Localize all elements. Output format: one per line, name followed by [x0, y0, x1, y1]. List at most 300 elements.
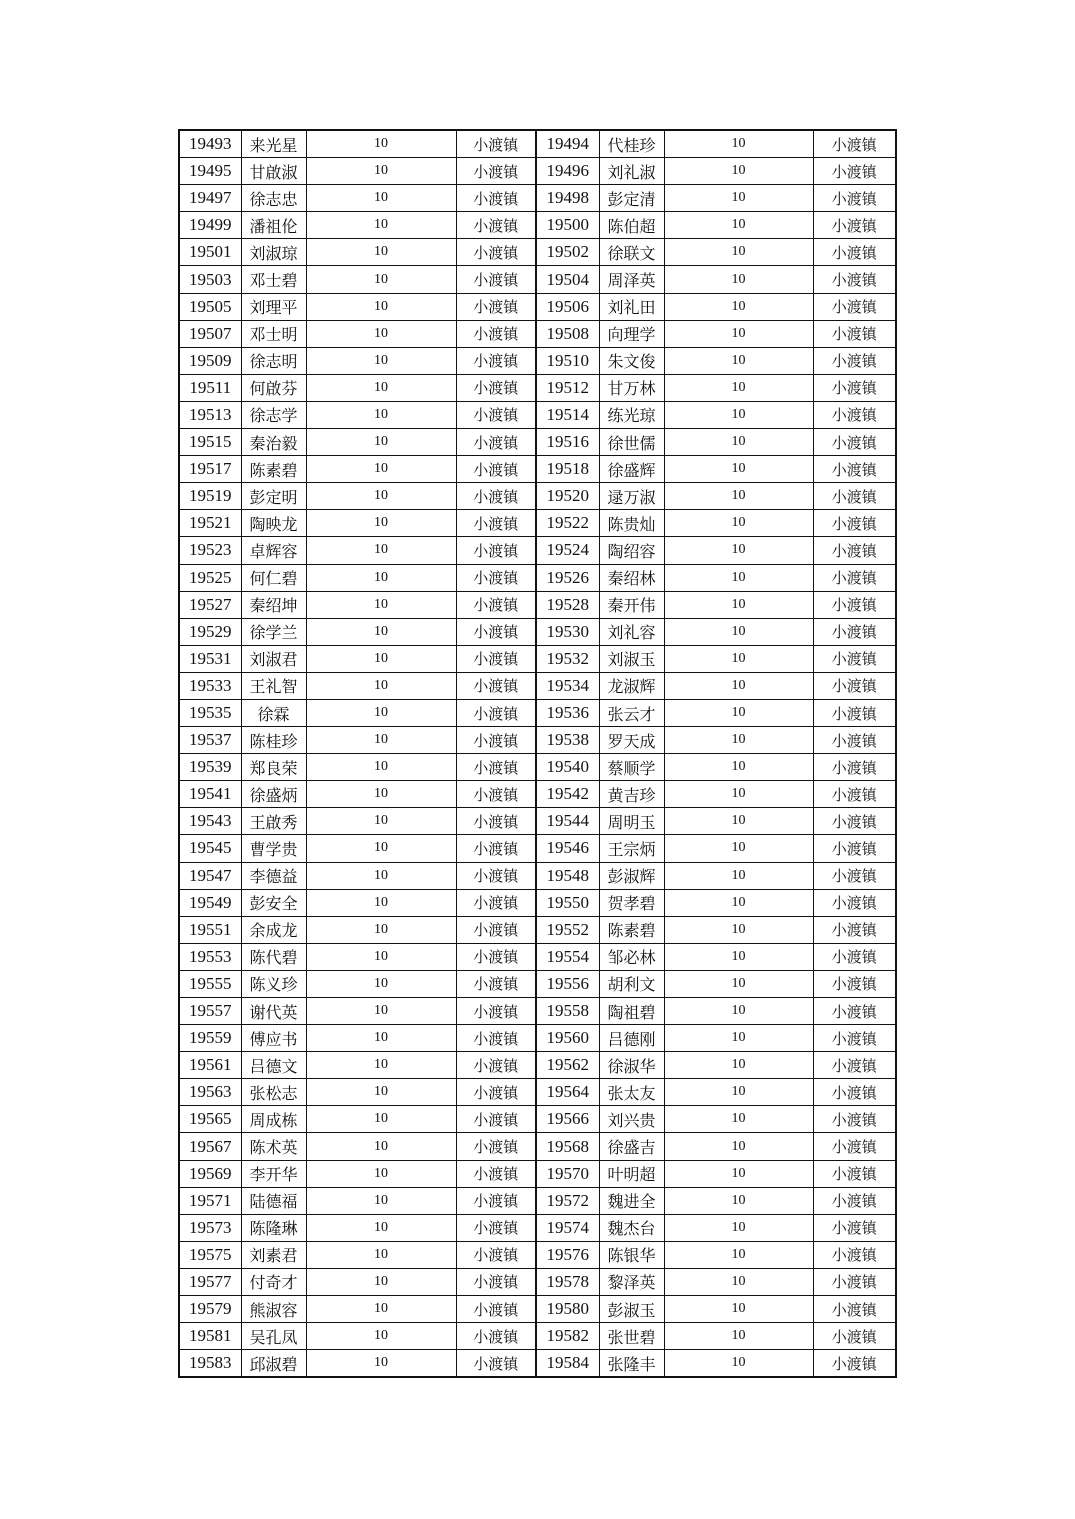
amount-cell: 10: [306, 564, 456, 591]
amount-cell: 10: [306, 672, 456, 699]
name-cell: 陈伯超: [599, 212, 664, 239]
id-cell: 19524: [536, 537, 599, 564]
town-cell: 小渡镇: [456, 483, 536, 510]
table-row: [179, 456, 896, 483]
amount-cell: 10: [306, 1296, 456, 1323]
name-cell: 彭定清: [599, 185, 664, 212]
name-cell: 徐志学: [241, 401, 306, 428]
id-cell: 19562: [536, 1052, 599, 1079]
name-cell: 吴孔凤: [241, 1323, 306, 1350]
town-cell: 小渡镇: [813, 835, 896, 862]
name-cell: 向理学: [599, 320, 664, 347]
name-cell: 王宗炳: [599, 835, 664, 862]
town-cell: 小渡镇: [813, 510, 896, 537]
amount-cell: 10: [306, 591, 456, 618]
name-cell: 罗天成: [599, 727, 664, 754]
id-cell: 19517: [179, 456, 241, 483]
table-row: [179, 1268, 896, 1295]
name-cell: 龙淑辉: [599, 672, 664, 699]
town-cell: 小渡镇: [813, 185, 896, 212]
town-cell: 小渡镇: [813, 158, 896, 185]
town-cell: 小渡镇: [456, 1214, 536, 1241]
amount-cell: 10: [664, 1241, 813, 1268]
name-cell: 陈义珍: [241, 970, 306, 997]
name-cell: 刘兴贵: [599, 1106, 664, 1133]
amount-cell: 10: [664, 889, 813, 916]
town-cell: 小渡镇: [456, 1241, 536, 1268]
id-cell: 19560: [536, 1025, 599, 1052]
town-cell: 小渡镇: [456, 754, 536, 781]
id-cell: 19565: [179, 1106, 241, 1133]
id-cell: 19506: [536, 293, 599, 320]
amount-cell: 10: [306, 1052, 456, 1079]
town-cell: 小渡镇: [456, 401, 536, 428]
amount-cell: 10: [306, 727, 456, 754]
town-cell: 小渡镇: [813, 1025, 896, 1052]
amount-cell: 10: [664, 401, 813, 428]
id-cell: 19573: [179, 1214, 241, 1241]
amount-cell: 10: [664, 347, 813, 374]
name-cell: 刘礼容: [599, 618, 664, 645]
name-cell: 周泽英: [599, 266, 664, 293]
amount-cell: 10: [306, 266, 456, 293]
id-cell: 19494: [536, 130, 599, 158]
name-cell: 卓辉容: [241, 537, 306, 564]
name-cell: 邓士碧: [241, 266, 306, 293]
name-cell: 刘淑玉: [599, 645, 664, 672]
amount-cell: 10: [306, 998, 456, 1025]
town-cell: 小渡镇: [813, 1133, 896, 1160]
amount-cell: 10: [306, 645, 456, 672]
id-cell: 19510: [536, 347, 599, 374]
town-cell: 小渡镇: [456, 185, 536, 212]
town-cell: 小渡镇: [813, 564, 896, 591]
name-cell: 王啟秀: [241, 808, 306, 835]
id-cell: 19544: [536, 808, 599, 835]
table-row: [179, 618, 896, 645]
amount-cell: 10: [664, 1079, 813, 1106]
amount-cell: 10: [664, 808, 813, 835]
town-cell: 小渡镇: [456, 916, 536, 943]
town-cell: 小渡镇: [813, 1241, 896, 1268]
table-row: [179, 916, 896, 943]
amount-cell: 10: [664, 130, 813, 158]
town-cell: 小渡镇: [813, 456, 896, 483]
amount-cell: 10: [306, 483, 456, 510]
town-cell: 小渡镇: [813, 591, 896, 618]
name-cell: 刘淑琼: [241, 239, 306, 266]
amount-cell: 10: [664, 835, 813, 862]
id-cell: 19558: [536, 998, 599, 1025]
town-cell: 小渡镇: [813, 618, 896, 645]
id-cell: 19508: [536, 320, 599, 347]
id-cell: 19555: [179, 970, 241, 997]
table-row: [179, 239, 896, 266]
table-row: [179, 537, 896, 564]
id-cell: 19528: [536, 591, 599, 618]
name-cell: 张世碧: [599, 1323, 664, 1350]
id-cell: 19520: [536, 483, 599, 510]
id-cell: 19509: [179, 347, 241, 374]
amount-cell: 10: [306, 699, 456, 726]
town-cell: 小渡镇: [456, 1187, 536, 1214]
town-cell: 小渡镇: [813, 1052, 896, 1079]
id-cell: 19557: [179, 998, 241, 1025]
name-cell: 李德益: [241, 862, 306, 889]
table-row: [179, 672, 896, 699]
id-cell: 19530: [536, 618, 599, 645]
id-cell: 19515: [179, 429, 241, 456]
id-cell: 19561: [179, 1052, 241, 1079]
amount-cell: 10: [306, 1106, 456, 1133]
town-cell: 小渡镇: [813, 1079, 896, 1106]
id-cell: 19553: [179, 943, 241, 970]
amount-cell: 10: [664, 239, 813, 266]
town-cell: 小渡镇: [456, 618, 536, 645]
table-row: [179, 1296, 896, 1323]
name-cell: 徐学兰: [241, 618, 306, 645]
amount-cell: 10: [306, 1160, 456, 1187]
name-cell: 邓士明: [241, 320, 306, 347]
town-cell: 小渡镇: [813, 1323, 896, 1350]
amount-cell: 10: [306, 754, 456, 781]
amount-cell: 10: [664, 943, 813, 970]
town-cell: 小渡镇: [456, 293, 536, 320]
name-cell: 黄吉珍: [599, 781, 664, 808]
id-cell: 19552: [536, 916, 599, 943]
name-cell: 陶映龙: [241, 510, 306, 537]
town-cell: 小渡镇: [813, 754, 896, 781]
name-cell: 徐志忠: [241, 185, 306, 212]
id-cell: 19579: [179, 1296, 241, 1323]
name-cell: 秦开伟: [599, 591, 664, 618]
town-cell: 小渡镇: [456, 1025, 536, 1052]
town-cell: 小渡镇: [813, 212, 896, 239]
name-cell: 刘淑君: [241, 645, 306, 672]
name-cell: 陶绍容: [599, 537, 664, 564]
id-cell: 19518: [536, 456, 599, 483]
amount-cell: 10: [306, 1241, 456, 1268]
name-cell: 徐世儒: [599, 429, 664, 456]
id-cell: 19584: [536, 1350, 599, 1378]
amount-cell: 10: [664, 1025, 813, 1052]
amount-cell: 10: [664, 374, 813, 401]
amount-cell: 10: [664, 185, 813, 212]
name-cell: 秦绍坤: [241, 591, 306, 618]
table-row: [179, 266, 896, 293]
id-cell: 19504: [536, 266, 599, 293]
name-cell: 曹学贵: [241, 835, 306, 862]
amount-cell: 10: [664, 212, 813, 239]
town-cell: 小渡镇: [456, 537, 536, 564]
amount-cell: 10: [306, 889, 456, 916]
name-cell: 邹必林: [599, 943, 664, 970]
town-cell: 小渡镇: [813, 1160, 896, 1187]
name-cell: 刘理平: [241, 293, 306, 320]
id-cell: 19567: [179, 1133, 241, 1160]
id-cell: 19578: [536, 1268, 599, 1295]
id-cell: 19529: [179, 618, 241, 645]
id-cell: 19545: [179, 835, 241, 862]
id-cell: 19527: [179, 591, 241, 618]
amount-cell: 10: [664, 1214, 813, 1241]
table-row: [179, 429, 896, 456]
name-cell: 陈隆琳: [241, 1214, 306, 1241]
amount-cell: 10: [306, 510, 456, 537]
town-cell: 小渡镇: [456, 672, 536, 699]
id-cell: 19507: [179, 320, 241, 347]
name-cell: 刘礼田: [599, 293, 664, 320]
id-cell: 19532: [536, 645, 599, 672]
name-cell: 彭淑玉: [599, 1296, 664, 1323]
table-row: [179, 754, 896, 781]
id-cell: 19559: [179, 1025, 241, 1052]
id-cell: 19493: [179, 130, 241, 158]
roster-table-body: [179, 130, 896, 1377]
amount-cell: 10: [664, 998, 813, 1025]
name-cell: 付奇才: [241, 1268, 306, 1295]
amount-cell: 10: [306, 1079, 456, 1106]
town-cell: 小渡镇: [456, 943, 536, 970]
name-cell: 练光琼: [599, 401, 664, 428]
table-row: [179, 158, 896, 185]
name-cell: 黎泽英: [599, 1268, 664, 1295]
name-cell: 周成栋: [241, 1106, 306, 1133]
amount-cell: 10: [306, 130, 456, 158]
name-cell: 陈素碧: [241, 456, 306, 483]
table-row: [179, 998, 896, 1025]
town-cell: 小渡镇: [813, 266, 896, 293]
town-cell: 小渡镇: [813, 862, 896, 889]
town-cell: 小渡镇: [456, 429, 536, 456]
name-cell: 潘祖伦: [241, 212, 306, 239]
name-cell: 张松志: [241, 1079, 306, 1106]
amount-cell: 10: [306, 1350, 456, 1378]
id-cell: 19550: [536, 889, 599, 916]
amount-cell: 10: [664, 1160, 813, 1187]
id-cell: 19580: [536, 1296, 599, 1323]
town-cell: 小渡镇: [456, 1133, 536, 1160]
id-cell: 19521: [179, 510, 241, 537]
name-cell: 何仁碧: [241, 564, 306, 591]
town-cell: 小渡镇: [813, 1268, 896, 1295]
id-cell: 19511: [179, 374, 241, 401]
town-cell: 小渡镇: [813, 781, 896, 808]
town-cell: 小渡镇: [456, 130, 536, 158]
town-cell: 小渡镇: [456, 727, 536, 754]
name-cell: 魏杰台: [599, 1214, 664, 1241]
name-cell: 陶祖碧: [599, 998, 664, 1025]
id-cell: 19513: [179, 401, 241, 428]
id-cell: 19551: [179, 916, 241, 943]
town-cell: 小渡镇: [456, 889, 536, 916]
amount-cell: 10: [306, 239, 456, 266]
id-cell: 19497: [179, 185, 241, 212]
town-cell: 小渡镇: [456, 510, 536, 537]
town-cell: 小渡镇: [456, 239, 536, 266]
amount-cell: 10: [306, 374, 456, 401]
table-row: [179, 645, 896, 672]
name-cell: 何啟芬: [241, 374, 306, 401]
table-row: [179, 374, 896, 401]
amount-cell: 10: [664, 1296, 813, 1323]
town-cell: 小渡镇: [456, 374, 536, 401]
id-cell: 19523: [179, 537, 241, 564]
amount-cell: 10: [306, 158, 456, 185]
town-cell: 小渡镇: [813, 537, 896, 564]
town-cell: 小渡镇: [456, 699, 536, 726]
id-cell: 19514: [536, 401, 599, 428]
id-cell: 19516: [536, 429, 599, 456]
id-cell: 19503: [179, 266, 241, 293]
name-cell: 徐盛吉: [599, 1133, 664, 1160]
table-row: [179, 970, 896, 997]
town-cell: 小渡镇: [813, 293, 896, 320]
amount-cell: 10: [306, 401, 456, 428]
table-row: [179, 727, 896, 754]
amount-cell: 10: [306, 293, 456, 320]
name-cell: 胡利文: [599, 970, 664, 997]
table-row: [179, 1241, 896, 1268]
amount-cell: 10: [306, 320, 456, 347]
name-cell: 刘素君: [241, 1241, 306, 1268]
id-cell: 19556: [536, 970, 599, 997]
name-cell: 陈素碧: [599, 916, 664, 943]
town-cell: 小渡镇: [456, 1323, 536, 1350]
town-cell: 小渡镇: [813, 239, 896, 266]
id-cell: 19563: [179, 1079, 241, 1106]
id-cell: 19539: [179, 754, 241, 781]
name-cell: 张隆丰: [599, 1350, 664, 1378]
amount-cell: 10: [664, 320, 813, 347]
name-cell: 魏进全: [599, 1187, 664, 1214]
amount-cell: 10: [664, 754, 813, 781]
name-cell: 陈桂珍: [241, 727, 306, 754]
name-cell: 秦治毅: [241, 429, 306, 456]
table-row: [179, 1052, 896, 1079]
id-cell: 19583: [179, 1350, 241, 1378]
id-cell: 19537: [179, 727, 241, 754]
town-cell: 小渡镇: [813, 483, 896, 510]
name-cell: 秦绍林: [599, 564, 664, 591]
town-cell: 小渡镇: [456, 862, 536, 889]
roster-table: [178, 129, 897, 1378]
table-row: [179, 1106, 896, 1133]
amount-cell: 10: [306, 1214, 456, 1241]
id-cell: 19554: [536, 943, 599, 970]
amount-cell: 10: [306, 429, 456, 456]
table-row: [179, 781, 896, 808]
amount-cell: 10: [306, 916, 456, 943]
amount-cell: 10: [664, 564, 813, 591]
town-cell: 小渡镇: [456, 835, 536, 862]
town-cell: 小渡镇: [456, 808, 536, 835]
town-cell: 小渡镇: [456, 970, 536, 997]
amount-cell: 10: [306, 185, 456, 212]
town-cell: 小渡镇: [456, 998, 536, 1025]
name-cell: 周明玉: [599, 808, 664, 835]
name-cell: 余成龙: [241, 916, 306, 943]
id-cell: 19582: [536, 1323, 599, 1350]
town-cell: 小渡镇: [456, 1296, 536, 1323]
town-cell: 小渡镇: [813, 374, 896, 401]
name-cell: 来光星: [241, 130, 306, 158]
amount-cell: 10: [306, 970, 456, 997]
name-cell: 徐联文: [599, 239, 664, 266]
id-cell: 19568: [536, 1133, 599, 1160]
name-cell: 叶明超: [599, 1160, 664, 1187]
table-row: [179, 889, 896, 916]
town-cell: 小渡镇: [813, 889, 896, 916]
town-cell: 小渡镇: [813, 347, 896, 374]
table-row: [179, 808, 896, 835]
name-cell: 彭定明: [241, 483, 306, 510]
id-cell: 19535: [179, 699, 241, 726]
table-row: [179, 699, 896, 726]
town-cell: 小渡镇: [456, 645, 536, 672]
amount-cell: 10: [664, 1052, 813, 1079]
amount-cell: 10: [664, 1323, 813, 1350]
table-row: [179, 1214, 896, 1241]
id-cell: 19564: [536, 1079, 599, 1106]
amount-cell: 10: [306, 456, 456, 483]
town-cell: 小渡镇: [456, 781, 536, 808]
amount-cell: 10: [306, 618, 456, 645]
name-cell: 甘啟淑: [241, 158, 306, 185]
name-cell: 陈银华: [599, 1241, 664, 1268]
id-cell: 19538: [536, 727, 599, 754]
amount-cell: 10: [664, 1350, 813, 1378]
table-row: [179, 401, 896, 428]
id-cell: 19570: [536, 1160, 599, 1187]
town-cell: 小渡镇: [456, 212, 536, 239]
name-cell: 陈术英: [241, 1133, 306, 1160]
town-cell: 小渡镇: [813, 970, 896, 997]
amount-cell: 10: [306, 1268, 456, 1295]
name-cell: 邱淑碧: [241, 1350, 306, 1378]
id-cell: 19496: [536, 158, 599, 185]
name-cell: 熊淑容: [241, 1296, 306, 1323]
town-cell: 小渡镇: [813, 727, 896, 754]
amount-cell: 10: [306, 862, 456, 889]
id-cell: 19502: [536, 239, 599, 266]
id-cell: 19576: [536, 1241, 599, 1268]
town-cell: 小渡镇: [813, 808, 896, 835]
name-cell: 彭淑辉: [599, 862, 664, 889]
amount-cell: 10: [306, 1133, 456, 1160]
id-cell: 19512: [536, 374, 599, 401]
table-row: [179, 185, 896, 212]
town-cell: 小渡镇: [813, 672, 896, 699]
id-cell: 19536: [536, 699, 599, 726]
amount-cell: 10: [664, 1133, 813, 1160]
amount-cell: 10: [664, 672, 813, 699]
town-cell: 小渡镇: [813, 1187, 896, 1214]
table-row: [179, 862, 896, 889]
amount-cell: 10: [664, 862, 813, 889]
name-cell: 逯万淑: [599, 483, 664, 510]
id-cell: 19577: [179, 1268, 241, 1295]
table-row: [179, 835, 896, 862]
amount-cell: 10: [664, 727, 813, 754]
name-cell: 吕德刚: [599, 1025, 664, 1052]
id-cell: 19533: [179, 672, 241, 699]
id-cell: 19572: [536, 1187, 599, 1214]
name-cell: 谢代英: [241, 998, 306, 1025]
town-cell: 小渡镇: [813, 1106, 896, 1133]
name-cell: 彭安全: [241, 889, 306, 916]
table-row: [179, 591, 896, 618]
